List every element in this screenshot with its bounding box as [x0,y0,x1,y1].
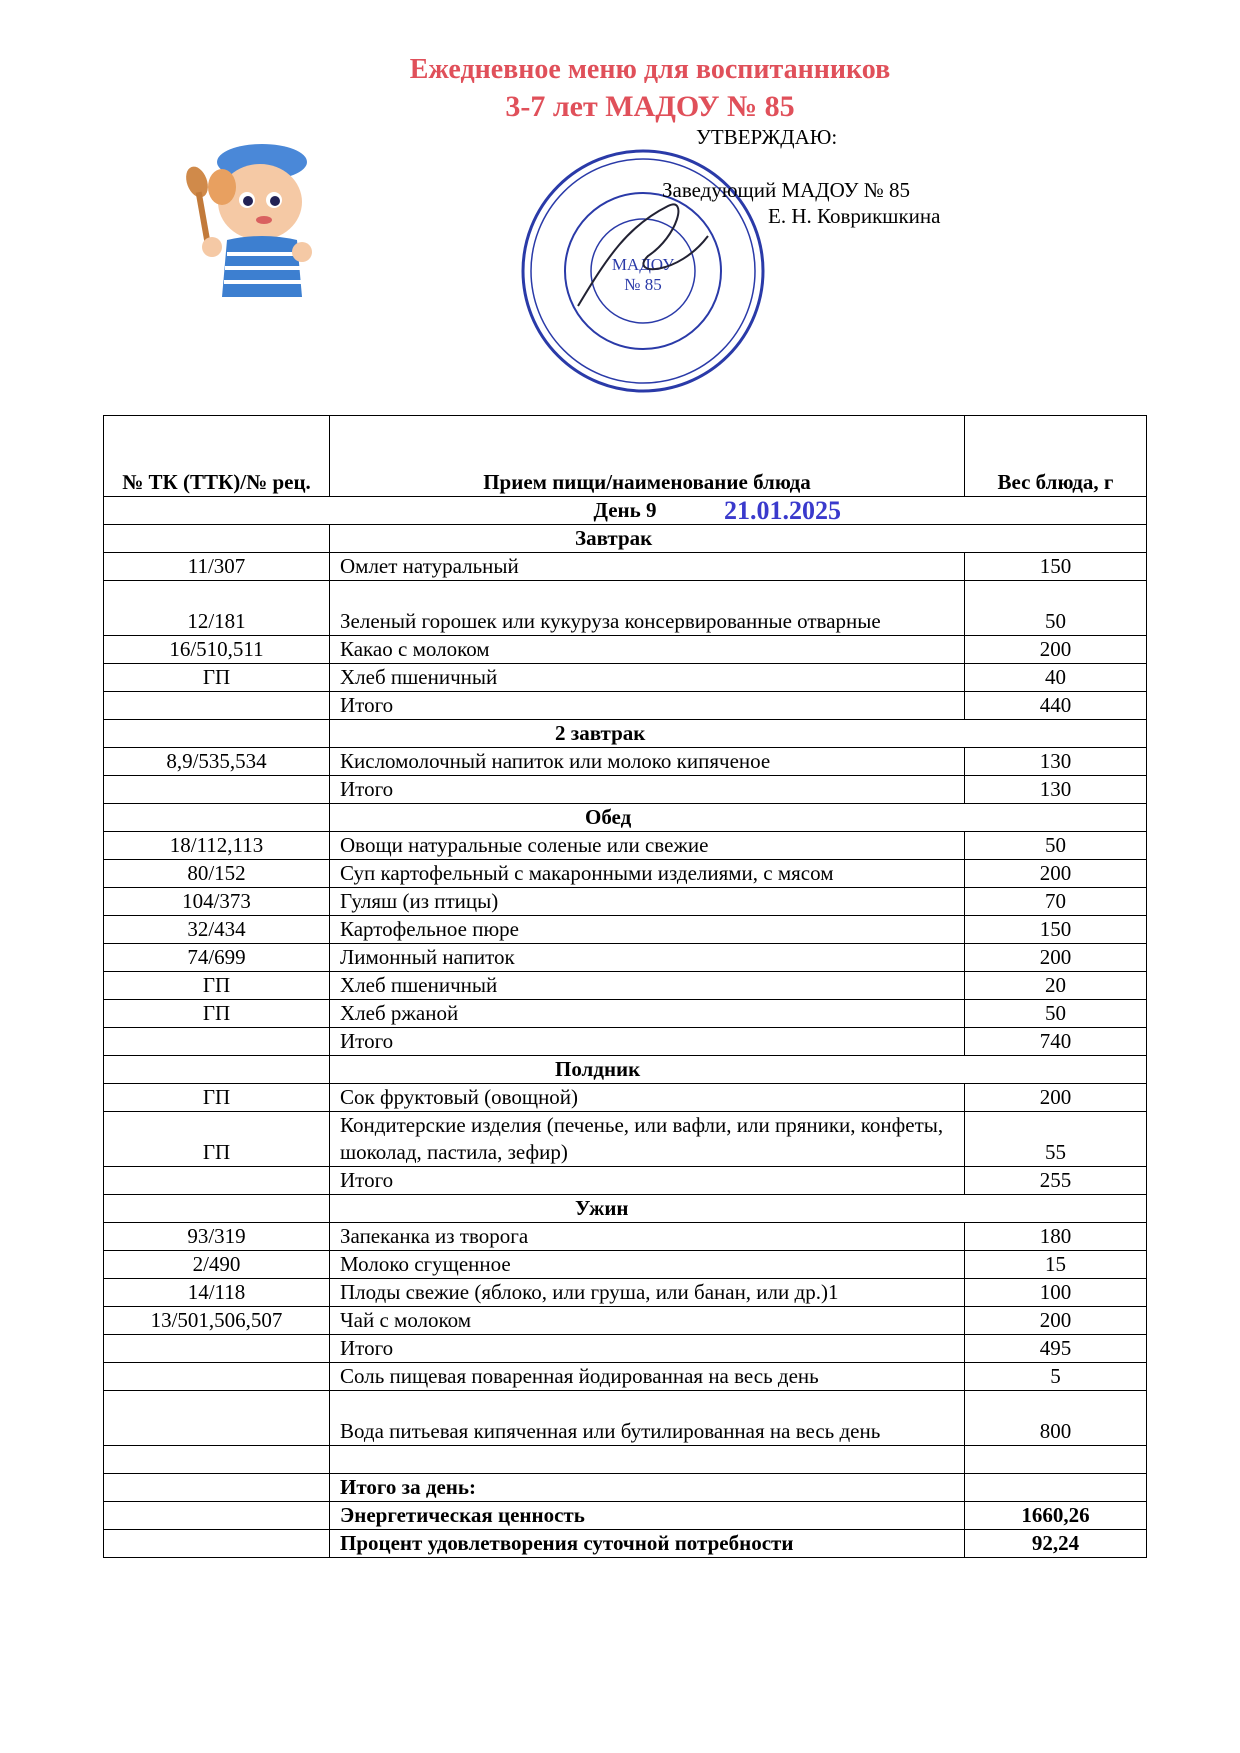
row-code: 104/373 [104,888,330,916]
row-code: ГП [104,1000,330,1028]
row-weight: 20 [965,972,1147,1000]
row-code: 32/434 [104,916,330,944]
row-weight: 200 [965,944,1147,972]
row-weight: 200 [965,1307,1147,1335]
menu-date: 21.01.2025 [724,496,841,525]
row-name: Какао с молоком [330,636,965,664]
energy-value: 1660,26 [965,1502,1147,1530]
title-line-1: Ежедневное меню для воспитанников [409,54,891,85]
total-label: Итого [330,692,965,720]
row-weight: 200 [965,1084,1147,1112]
section-title: Ужин [330,1195,1147,1223]
row-code: 2/490 [104,1251,330,1279]
approve-label: УТВЕРЖДАЮ: [696,125,838,149]
total-value: 130 [965,776,1147,804]
table-row [104,972,1147,1000]
table-row [104,832,1147,860]
col-code-header: № ТК (ТТК)/№ рец. [104,416,330,497]
salt-name: Соль пищевая поваренная йодированная на весь день [330,1363,965,1391]
table-row [104,553,1147,581]
row-name: Плоды свежие (яблоко, или груша, или банан, или др.)1 [330,1279,965,1307]
row-weight: 100 [965,1279,1147,1307]
total-row [104,1167,1147,1195]
table-row [104,888,1147,916]
row-name: Хлеб пшеничный [330,664,965,692]
percent-label: Процент удовлетворения суточной потребности [330,1530,965,1558]
section-row [104,804,1147,832]
row-weight: 50 [965,1000,1147,1028]
total-label: Итого [330,776,965,804]
salt-weight: 5 [965,1363,1147,1391]
row-weight: 50 [965,581,1147,636]
section-row [104,1195,1147,1223]
energy-row [104,1502,1147,1530]
percent-row [104,1530,1147,1558]
section-title: Обед [330,804,1147,832]
total-row [104,1028,1147,1056]
salt-row [104,1363,1147,1391]
row-code: ГП [104,664,330,692]
row-code: ГП [104,1112,330,1167]
row-code: 11/307 [104,553,330,581]
table-row [104,916,1147,944]
row-name: Молоко сгущенное [330,1251,965,1279]
row-name: Зеленый горошек или кукуруза консервированные отварные [330,581,965,636]
total-value: 440 [965,692,1147,720]
section-title: 2 завтрак [330,720,1147,748]
row-name: Суп картофельный с макаронными изделиями, с мясом [330,860,965,888]
row-weight: 200 [965,636,1147,664]
head-name: Е. Н. Коврикшкина [768,204,941,228]
table-row [104,636,1147,664]
section-row [104,720,1147,748]
table-row [104,1112,1147,1167]
menu-title [300,52,1000,126]
total-value: 740 [965,1028,1147,1056]
stamp-text-2: № 85 [624,275,662,294]
energy-label: Энергетическая ценность [330,1502,965,1530]
row-code: 12/181 [104,581,330,636]
row-code: 93/319 [104,1223,330,1251]
row-code: ГП [104,1084,330,1112]
cook-mascot-illustration [172,142,332,302]
table-header-row [104,416,1147,497]
col-weight-header: Вес блюда, г [965,416,1147,497]
row-name: Гуляш (из птицы) [330,888,965,916]
total-row [104,1335,1147,1363]
water-weight: 800 [965,1391,1147,1446]
section-title: Завтрак [330,525,1147,553]
day-row [104,497,1147,525]
row-name: Чай с молоком [330,1307,965,1335]
empty-row [104,1446,1147,1474]
row-name: Кисломолочный напиток или молоко кипяченое [330,748,965,776]
table-row [104,1000,1147,1028]
title-line-2: 3-7 лет МАДОУ № 85 [505,90,795,123]
row-code: 14/118 [104,1279,330,1307]
row-code: ГП [104,972,330,1000]
row-weight: 130 [965,748,1147,776]
row-name: Хлеб ржаной [330,1000,965,1028]
section-title: Полдник [330,1056,1147,1084]
total-label: Итого [330,1335,965,1363]
row-weight: 55 [965,1112,1147,1167]
day-total-row [104,1474,1147,1502]
col-name-header: Прием пищи/наименование блюда [330,416,965,497]
row-name: Овощи натуральные соленые или свежие [330,832,965,860]
water-name: Вода питьевая кипяченная или бутилированная на весь день [330,1391,965,1446]
day-total-label: Итого за день: [330,1474,965,1502]
table-row [104,1307,1147,1335]
day-cell [104,497,1147,525]
row-code: 13/501,506,507 [104,1307,330,1335]
row-weight: 150 [965,553,1147,581]
total-label: Итого [330,1167,965,1195]
row-weight: 70 [965,888,1147,916]
row-weight: 200 [965,860,1147,888]
table-row [104,944,1147,972]
row-weight: 15 [965,1251,1147,1279]
table-row [104,748,1147,776]
row-weight: 150 [965,916,1147,944]
row-code: 18/112,113 [104,832,330,860]
row-name: Лимонный напиток [330,944,965,972]
stamp-text-1: МАДОУ [611,255,675,274]
row-weight: 180 [965,1223,1147,1251]
table-row [104,1223,1147,1251]
section-row [104,525,1147,553]
row-name: Кондитерские изделия (печенье, или вафли, или пряники, конфеты, шоколад, пастила, зефир) [330,1112,965,1167]
total-value: 495 [965,1335,1147,1363]
row-name: Омлет натуральный [330,553,965,581]
row-name: Хлеб пшеничный [330,972,965,1000]
table-row [104,664,1147,692]
table-row [104,1251,1147,1279]
table-row [104,1279,1147,1307]
row-code: 8,9/535,534 [104,748,330,776]
total-row [104,692,1147,720]
table-row [104,860,1147,888]
row-code: 74/699 [104,944,330,972]
row-code: 80/152 [104,860,330,888]
table-row [104,1084,1147,1112]
row-name: Сок фруктовый (овощной) [330,1084,965,1112]
total-label: Итого [330,1028,965,1056]
percent-value: 92,24 [965,1530,1147,1558]
table-row [104,581,1147,636]
total-value: 255 [965,1167,1147,1195]
total-row [104,776,1147,804]
row-weight: 40 [965,664,1147,692]
row-name: Картофельное пюре [330,916,965,944]
row-name: Запеканка из творога [330,1223,965,1251]
head-title: Заведующий МАДОУ № 85 [662,178,911,202]
menu-table [103,415,1147,1558]
row-code: 16/510,511 [104,636,330,664]
water-row [104,1391,1147,1446]
row-weight: 50 [965,832,1147,860]
day-label: День 9 [593,498,657,522]
section-row [104,1056,1147,1084]
